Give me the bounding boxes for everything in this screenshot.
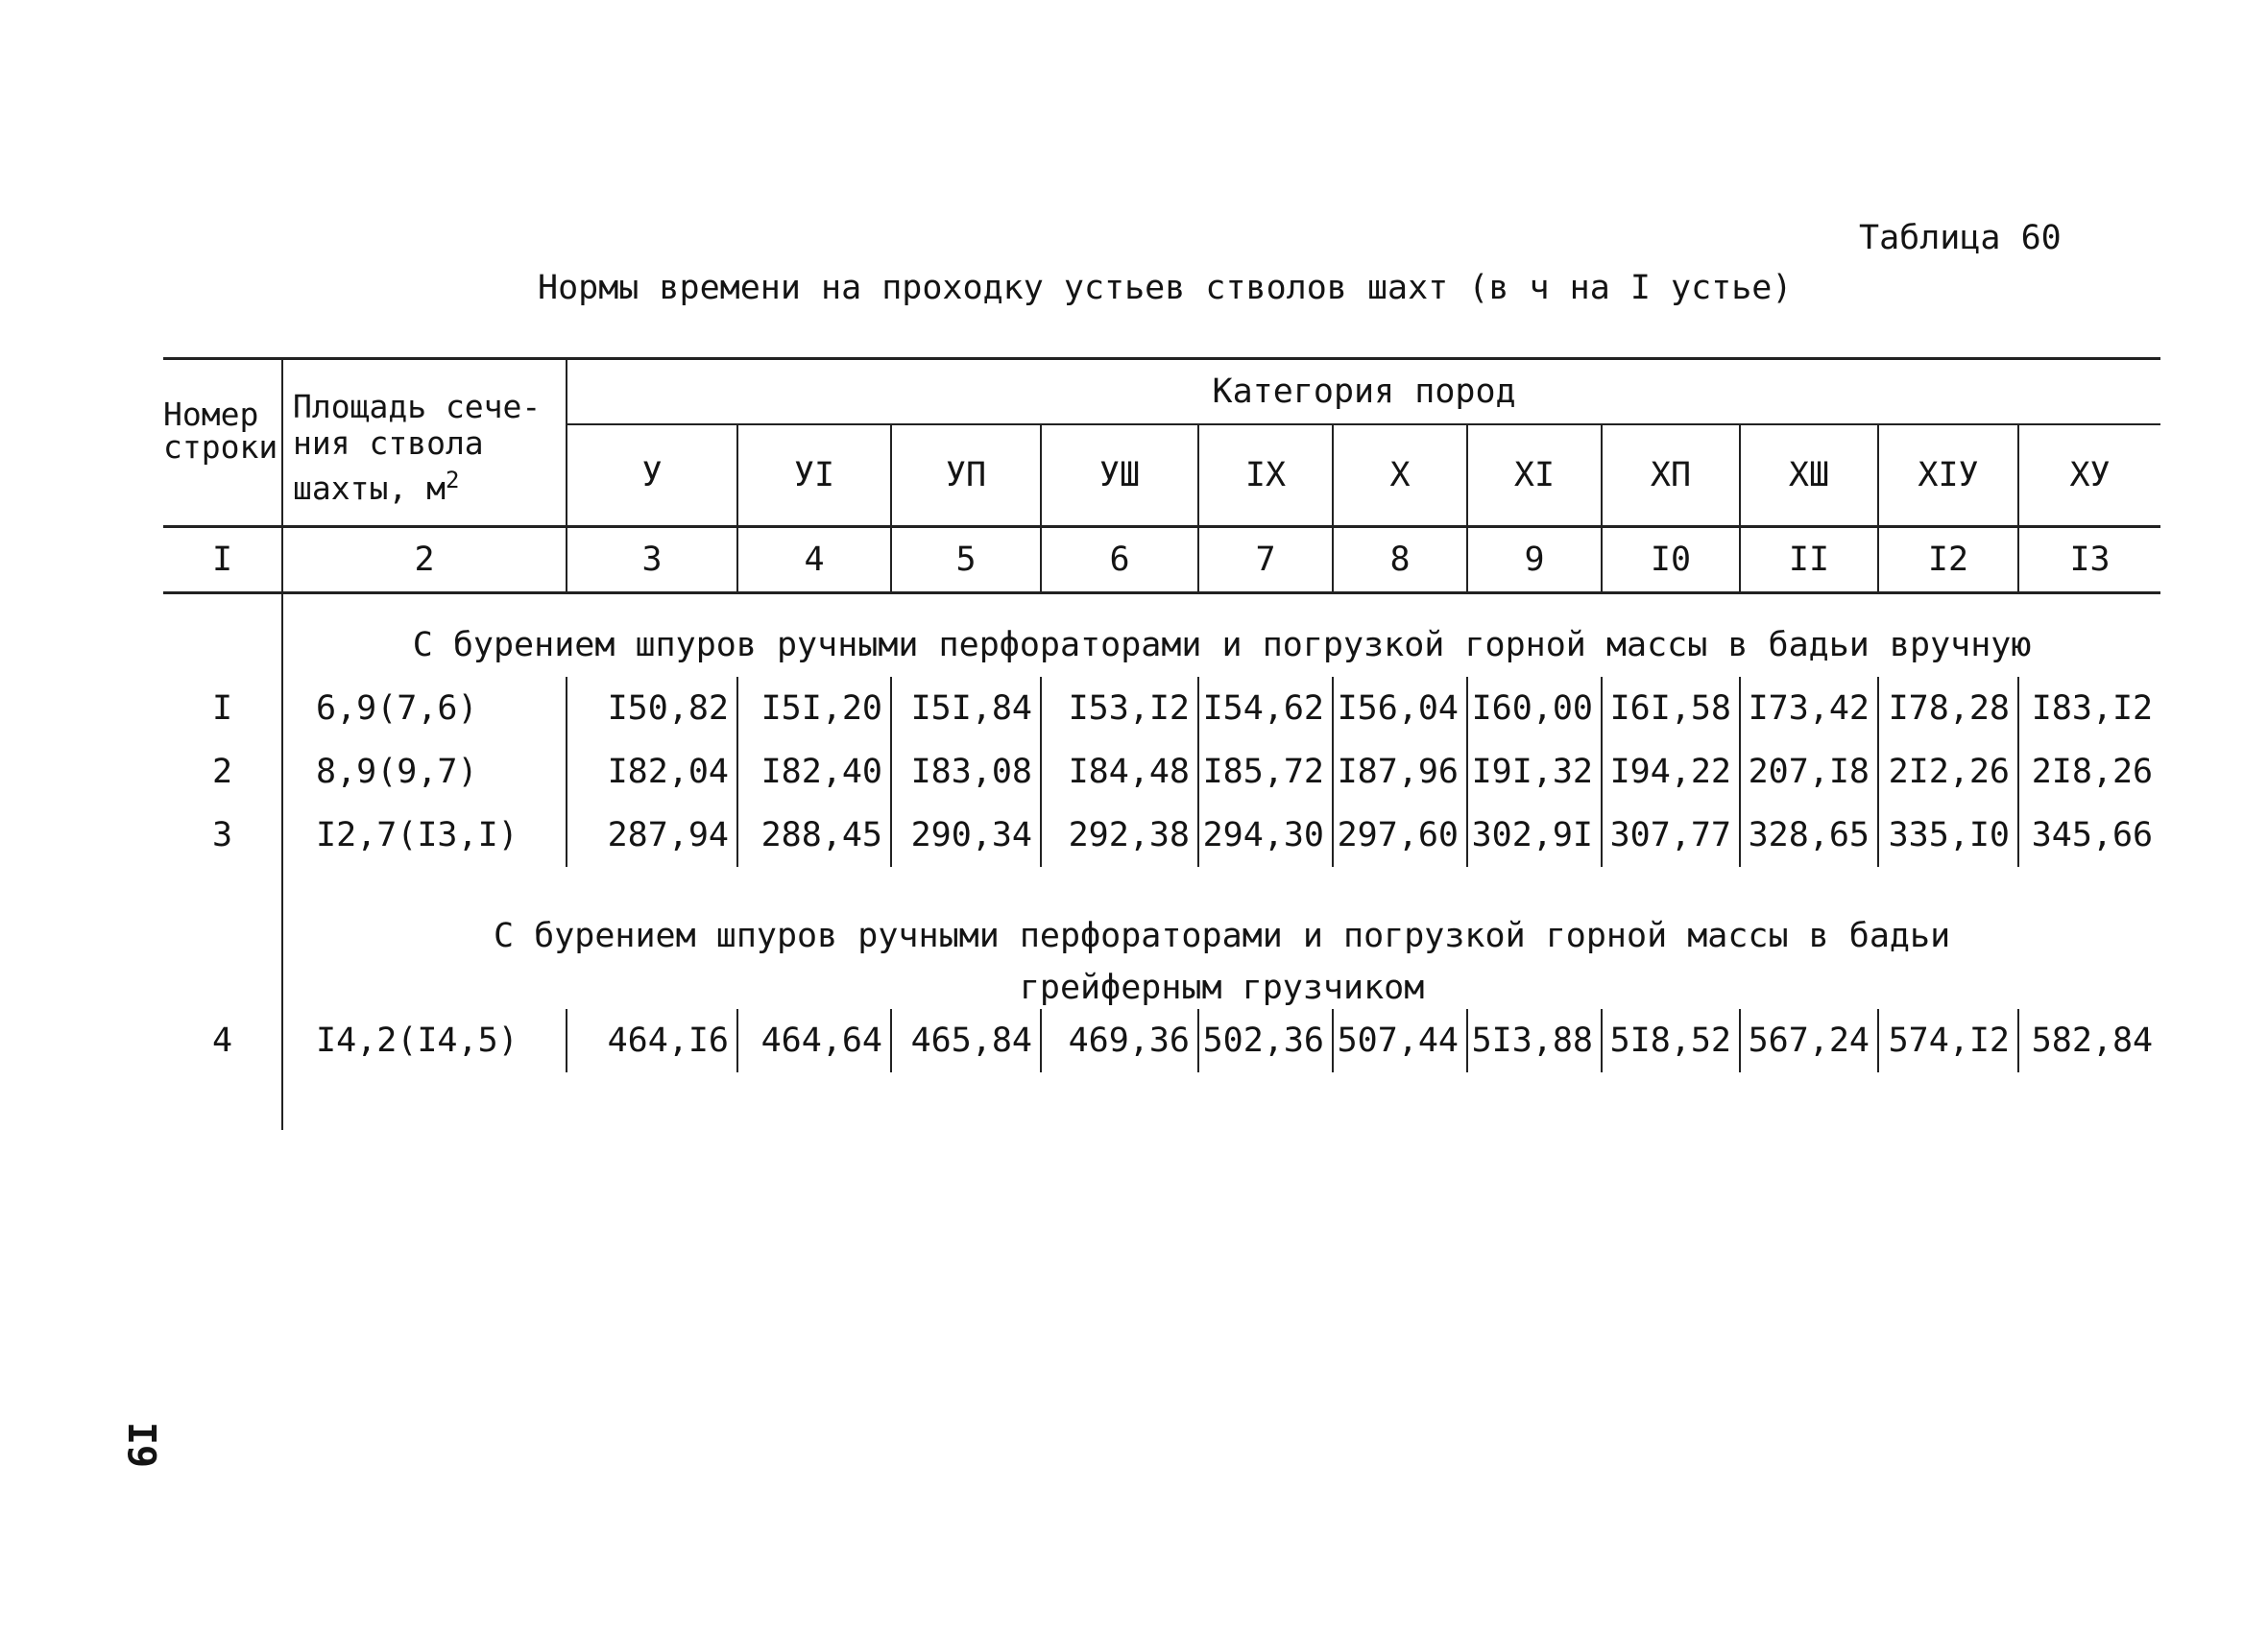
section-title-continued: грейферным грузчиком [282, 967, 2160, 1009]
column-number: I [163, 526, 282, 592]
row-value: I56,04 [1333, 677, 1467, 740]
row-value: 207,I8 [1740, 740, 1878, 804]
row-value: 465,84 [891, 1009, 1041, 1072]
row-value: I82,04 [567, 740, 737, 804]
table-row [163, 740, 2160, 804]
table-label: Таблица 60 [1859, 219, 2062, 257]
area-header-line-1: Площадь сече- [293, 388, 542, 425]
row-area: 6,9(7,6) [282, 677, 567, 740]
row-value: I5I,84 [891, 677, 1041, 740]
category-col-1: У [567, 424, 737, 526]
row-value: 294,30 [1198, 804, 1333, 867]
row-value: I84,48 [1041, 740, 1198, 804]
section-title-row-continued [163, 967, 2160, 1009]
row-value: I54,62 [1198, 677, 1333, 740]
row-value: 292,38 [1041, 804, 1198, 867]
category-col-11: XУ [2018, 424, 2160, 526]
row-value: 345,66 [2018, 804, 2160, 867]
row-area: I4,2(I4,5) [282, 1009, 567, 1072]
row-value: I94,22 [1602, 740, 1740, 804]
row-value: 5I8,52 [1602, 1009, 1740, 1072]
section-title: С бурением шпуров ручными перфораторами и погрузкой горной массы в бадьи вручную [282, 592, 2160, 677]
row-area: I2,7(I3,I) [282, 804, 567, 867]
column-number: 8 [1333, 526, 1467, 592]
row-value: 290,34 [891, 804, 1041, 867]
row-number-header [163, 359, 282, 527]
category-col-2: УI [737, 424, 891, 526]
section-title: С бурением шпуров ручными перфораторами и погрузкой горной массы в бадьи [282, 867, 2160, 967]
category-col-8: XП [1602, 424, 1740, 526]
area-header-line-2: ния ствола [293, 424, 484, 462]
column-number: I2 [1878, 526, 2018, 592]
column-number: 7 [1198, 526, 1333, 592]
category-col-7: XI [1467, 424, 1602, 526]
area-header-line-3: шахты, м [293, 469, 446, 507]
row-value: 574,I2 [1878, 1009, 2018, 1072]
column-number: II [1740, 526, 1878, 592]
section-title-row [163, 867, 2160, 967]
section-title-row [163, 592, 2160, 677]
row-value: I53,I2 [1041, 677, 1198, 740]
row-value: I82,40 [737, 740, 891, 804]
row-number-header-line-1: Номер [163, 396, 259, 433]
row-value: 307,77 [1602, 804, 1740, 867]
row-value: 567,24 [1740, 1009, 1878, 1072]
row-value: I78,28 [1878, 677, 2018, 740]
column-number: 3 [567, 526, 737, 592]
table-row [163, 677, 2160, 740]
table-title: Нормы времени на проходку устьев стволов шахт (в ч на I устье) [538, 269, 1793, 307]
row-value: 582,84 [2018, 1009, 2160, 1072]
row-number: 3 [211, 815, 233, 854]
row-value: 464,I6 [567, 1009, 737, 1072]
category-col-9: XШ [1740, 424, 1878, 526]
row-value: I9I,32 [1467, 740, 1602, 804]
row-value: I60,00 [1467, 677, 1602, 740]
row-value: 335,I0 [1878, 804, 2018, 867]
table-row [163, 804, 2160, 867]
row-value: 328,65 [1740, 804, 1878, 867]
row-number: 4 [211, 1021, 233, 1060]
column-number: I3 [2018, 526, 2160, 592]
column-number: 6 [1041, 526, 1198, 592]
row-value: 507,44 [1333, 1009, 1467, 1072]
row-value: I83,I2 [2018, 677, 2160, 740]
row-number: I [211, 688, 233, 728]
column-number: I0 [1602, 526, 1740, 592]
column-number: 5 [891, 526, 1041, 592]
page-number: I9 [119, 1421, 163, 1469]
header-row-category [163, 359, 2160, 425]
row-value: I87,96 [1333, 740, 1467, 804]
category-col-3: УП [891, 424, 1041, 526]
area-header [282, 359, 567, 527]
row-value: 287,94 [567, 804, 737, 867]
category-header: Категория пород [567, 359, 2160, 425]
category-col-10: XIУ [1878, 424, 2018, 526]
row-value: I5I,20 [737, 677, 891, 740]
row-value: I73,42 [1740, 677, 1878, 740]
row-value: 2I2,26 [1878, 740, 2018, 804]
row-value: 288,45 [737, 804, 891, 867]
row-value: 5I3,88 [1467, 1009, 1602, 1072]
row-value: 464,64 [737, 1009, 891, 1072]
row-value: I6I,58 [1602, 677, 1740, 740]
row-number-header-line-2: строки [163, 428, 278, 466]
column-number: 4 [737, 526, 891, 592]
row-area: 8,9(9,7) [282, 740, 567, 804]
category-col-4: УШ [1041, 424, 1198, 526]
row-value: 469,36 [1041, 1009, 1198, 1072]
row-value: I50,82 [567, 677, 737, 740]
row-value: I83,08 [891, 740, 1041, 804]
row-value: I85,72 [1198, 740, 1333, 804]
norms-table [163, 357, 2160, 1130]
row-value: 502,36 [1198, 1009, 1333, 1072]
table-tail [163, 1072, 2160, 1130]
table-row [163, 1009, 2160, 1072]
area-header-unit-sup: 2 [445, 467, 460, 493]
category-col-6: X [1333, 424, 1467, 526]
row-value: 2I8,26 [2018, 740, 2160, 804]
row-value: 297,60 [1333, 804, 1467, 867]
row-number: 2 [211, 752, 233, 791]
column-number: 9 [1467, 526, 1602, 592]
column-number: 2 [282, 526, 567, 592]
row-value: 302,9I [1467, 804, 1602, 867]
column-numbers-row [163, 526, 2160, 592]
category-col-5: IX [1198, 424, 1333, 526]
